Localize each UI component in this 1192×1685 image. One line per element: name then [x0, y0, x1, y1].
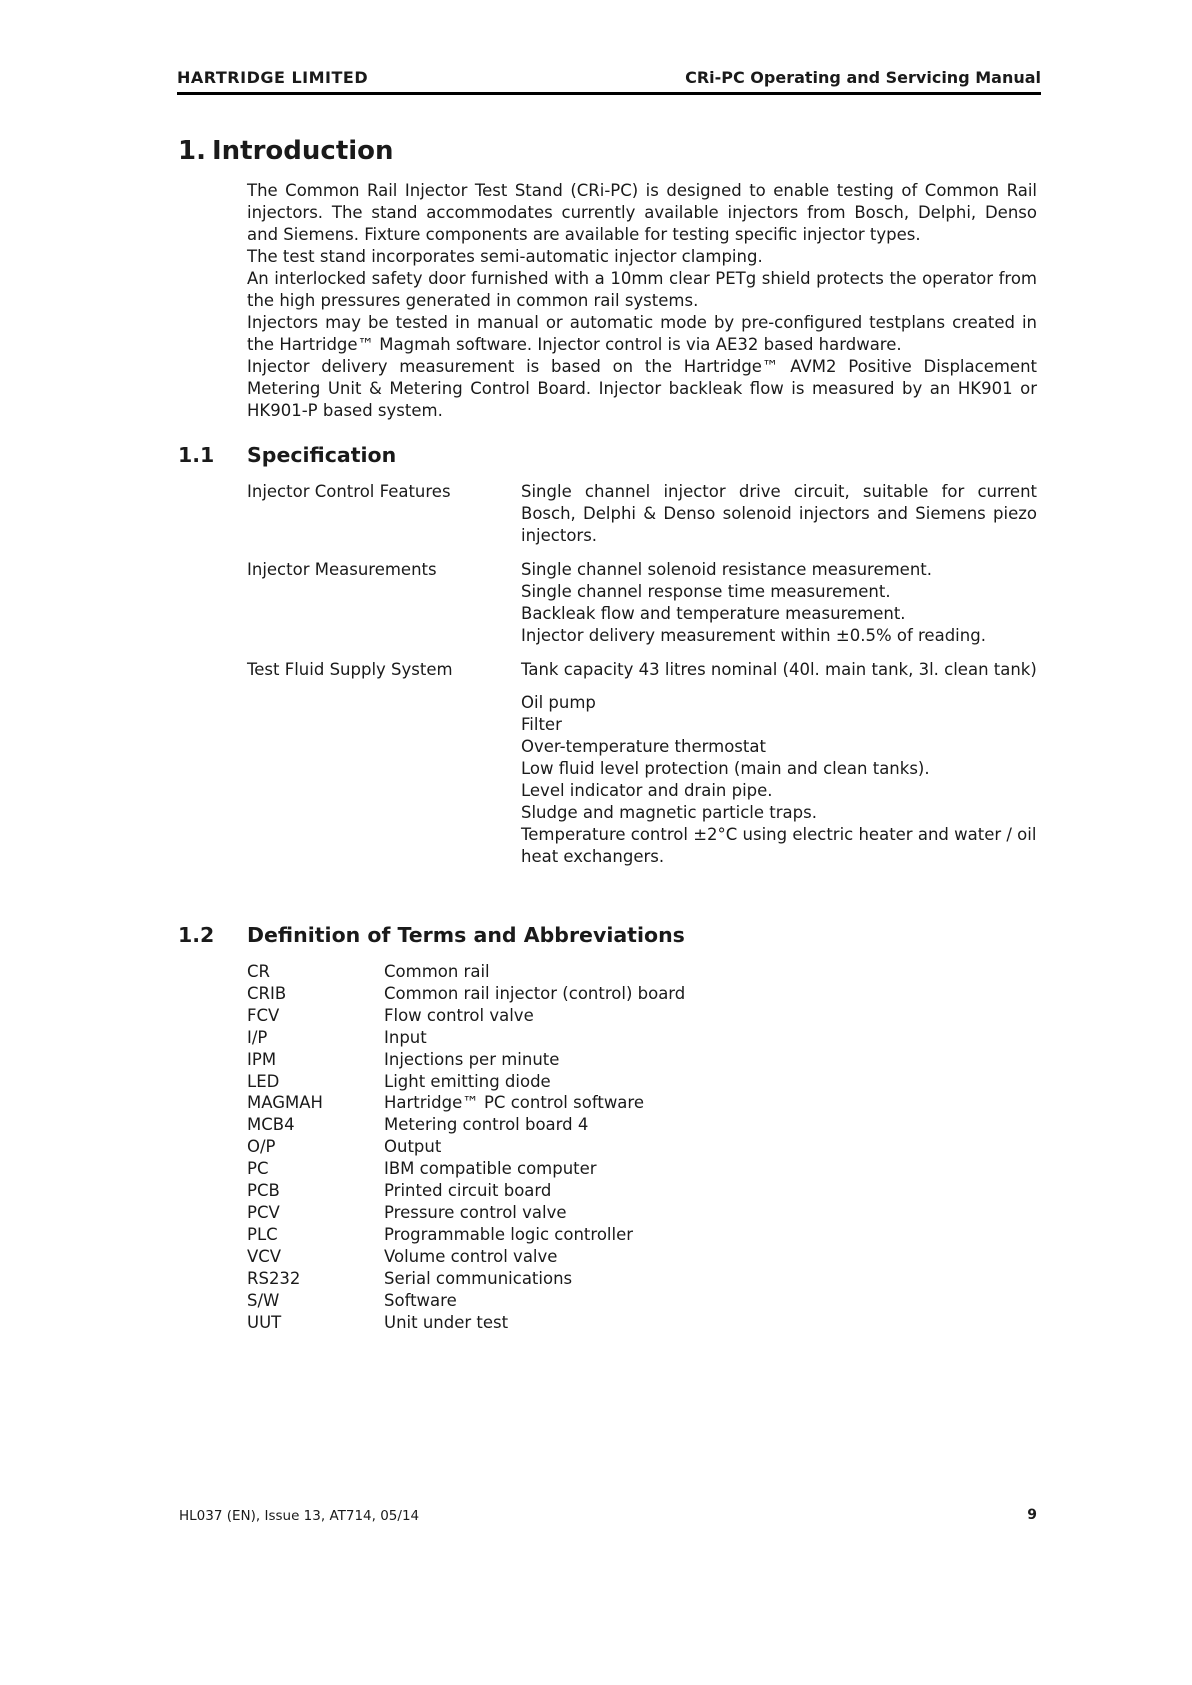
section-heading-definitions: [178, 923, 685, 947]
spec-line: Injector delivery measurement within ±0.5% of reading.: [521, 626, 986, 645]
section-number: 1.: [178, 136, 206, 166]
spec-line: Low fluid level protection (main and clean tanks).: [521, 759, 930, 778]
page-number: 9: [1027, 1507, 1037, 1523]
term-definition: Unit under test: [384, 1312, 509, 1332]
term-definition: Printed circuit board: [384, 1181, 552, 1201]
term-abbr: LED: [247, 1071, 280, 1091]
term-definition: Common rail injector (control) board: [384, 983, 686, 1003]
term-abbr: PCV: [247, 1202, 280, 1222]
term-definition: Common rail: [384, 962, 490, 981]
spec-line: Temperature control ±2°C using electric heater and water / oil heat exchangers.: [521, 825, 1037, 866]
spec-value: [521, 692, 1037, 868]
spec-line: Backleak flow and temperature measurement.: [521, 604, 906, 623]
specification-table: [247, 481, 1037, 868]
term-abbr: PLC: [247, 1224, 278, 1244]
section-number: 1.2: [178, 923, 215, 947]
spec-line: Filter: [521, 715, 562, 734]
spec-value: [521, 481, 1037, 547]
term-abbr: S/W: [247, 1290, 280, 1310]
document-reference: HL037 (EN), Issue 13, AT714, 05/14: [179, 1508, 420, 1524]
spec-line: Over-temperature thermostat: [521, 737, 766, 756]
term-abbr: CRIB: [247, 983, 287, 1003]
list-item: [247, 961, 685, 983]
abbreviations-list: [247, 961, 685, 1333]
term-abbr: CR: [247, 962, 270, 981]
term-definition: Flow control valve: [384, 1005, 534, 1025]
spec-line: Tank capacity 43 litres nominal (40l. main tank, 3l. clean tank): [521, 660, 1037, 679]
term-abbr: I/P: [247, 1027, 268, 1047]
spec-line: Single channel injector drive circuit, suitable for current Bosch, Delphi & Denso solenoid injectors and Siemens piezo injectors.: [521, 482, 1037, 545]
list-item: [247, 1246, 685, 1268]
spec-label: [247, 692, 521, 868]
list-item: [247, 1290, 685, 1312]
section-number: 1.1: [178, 443, 215, 467]
list-item: [247, 1224, 685, 1246]
term-abbr: PCB: [247, 1181, 280, 1201]
list-item: [247, 1027, 685, 1049]
list-item: [247, 1312, 685, 1334]
term-definition: Software: [384, 1290, 457, 1310]
term-definition: Volume control valve: [384, 1246, 558, 1266]
term-abbr: FCV: [247, 1005, 280, 1025]
spec-row: [247, 481, 1037, 547]
term-definition: Input: [384, 1027, 427, 1047]
spec-row: [247, 659, 1037, 681]
term-abbr: RS232: [247, 1268, 301, 1288]
list-item: [247, 1071, 685, 1093]
spec-value: [521, 559, 1037, 647]
spec-line: Single channel response time measurement.: [521, 582, 891, 601]
manual-title: CRi-PC Operating and Servicing Manual: [685, 68, 1041, 87]
list-item: [247, 1180, 685, 1202]
term-definition: Pressure control valve: [384, 1202, 567, 1222]
spec-line: Sludge and magnetic particle traps.: [521, 803, 817, 822]
list-item: [247, 1268, 685, 1290]
section-title: Definition of Terms and Abbreviations: [247, 923, 685, 947]
term-abbr: MAGMAH: [247, 1093, 323, 1113]
introduction-body: [247, 180, 1037, 422]
section-heading-introduction: [178, 136, 394, 166]
intro-paragraph: An interlocked safety door furnished with a 10mm clear PETg shield protects the operator from the high pressures generated in common rail systems.: [247, 269, 1037, 310]
list-item: [247, 1092, 685, 1114]
term-abbr: IPM: [247, 1049, 277, 1069]
section-title: Introduction: [212, 136, 394, 166]
term-definition: IBM compatible computer: [384, 1159, 597, 1179]
spec-line: Oil pump: [521, 693, 596, 712]
list-item: [247, 1114, 685, 1136]
intro-paragraph: The test stand incorporates semi-automatic injector clamping.: [247, 247, 763, 266]
list-item: [247, 1158, 685, 1180]
term-abbr: MCB4: [247, 1115, 295, 1135]
term-definition: Metering control board 4: [384, 1115, 589, 1135]
spec-label: Injector Control Features: [247, 482, 451, 501]
term-definition: Output: [384, 1137, 442, 1157]
term-definition: Serial communications: [384, 1268, 573, 1288]
spec-row: [247, 559, 1037, 647]
section-heading-specification: [178, 443, 396, 467]
term-abbr: VCV: [247, 1246, 282, 1266]
term-definition: Injections per minute: [384, 1049, 560, 1069]
term-definition: Programmable logic controller: [384, 1224, 634, 1244]
spec-value: [521, 659, 1037, 681]
list-item: [247, 983, 685, 1005]
term-abbr: O/P: [247, 1137, 276, 1157]
term-definition: Hartridge™ PC control software: [384, 1093, 644, 1113]
term-abbr: PC: [247, 1159, 269, 1179]
intro-paragraph: Injector delivery measurement is based on the Hartridge™ AVM2 Positive Displacement Metering Unit & Metering Control Board. Injector backleak flow is measured by an HK901 or HK901-P based system.: [247, 357, 1037, 420]
company-name: HARTRIDGE LIMITED: [177, 68, 369, 87]
intro-paragraph: The Common Rail Injector Test Stand (CRi-PC) is designed to enable testing of Common Rail injectors. The stand accommodates currently available injectors from Bosch, Delphi, Denso and Siemens. Fixture components are available for testing specific injector types.: [247, 181, 1037, 244]
section-title: Specification: [247, 443, 397, 467]
spec-label: Injector Measurements: [247, 560, 437, 579]
term-definition: Light emitting diode: [384, 1071, 551, 1091]
term-abbr: UUT: [247, 1312, 282, 1332]
spec-line: Single channel solenoid resistance measurement.: [521, 560, 933, 579]
list-item: [247, 1202, 685, 1224]
list-item: [247, 1005, 685, 1027]
page-header: [177, 66, 1041, 95]
list-item: [247, 1049, 685, 1071]
list-item: [247, 1136, 685, 1158]
spec-label: Test Fluid Supply System: [247, 660, 453, 679]
spec-line: Level indicator and drain pipe.: [521, 781, 773, 800]
intro-paragraph: Injectors may be tested in manual or automatic mode by pre-configured testplans created in the Hartridge™ Magmah software. Injector control is via AE32 based hardware.: [247, 313, 1037, 354]
spec-row: [247, 692, 1037, 868]
